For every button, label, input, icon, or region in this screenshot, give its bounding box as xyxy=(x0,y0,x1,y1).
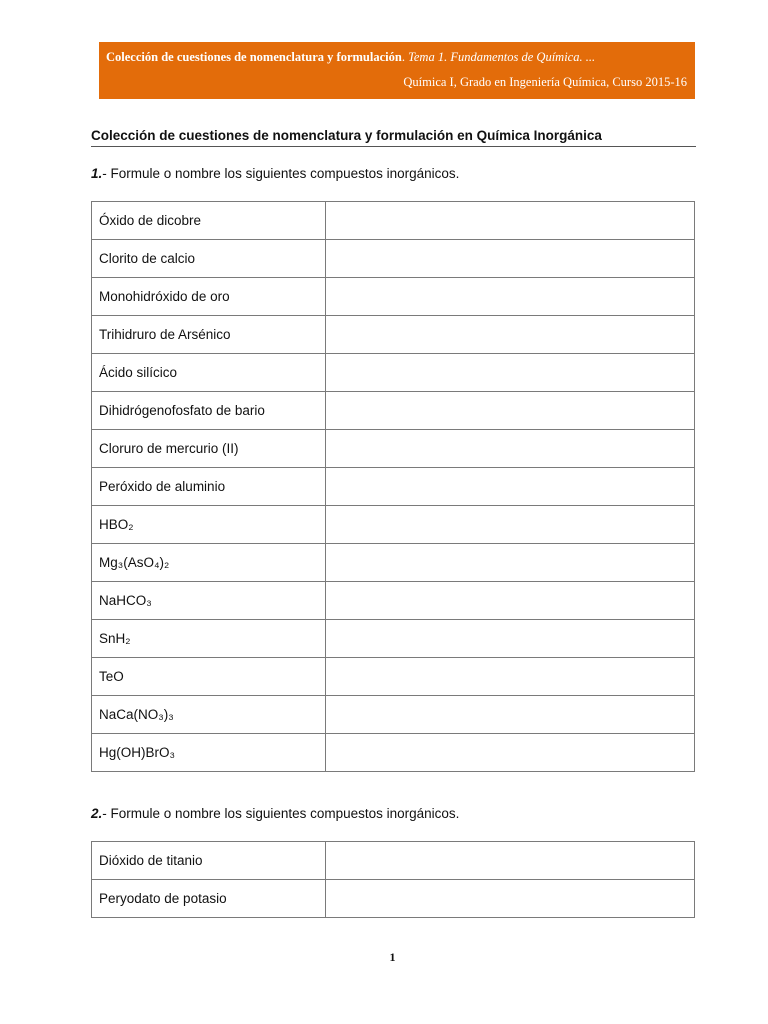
compound-cell: TeO xyxy=(92,658,326,696)
compound-cell: Trihidruro de Arsénico xyxy=(92,316,326,354)
table-row xyxy=(92,582,695,620)
answer-cell[interactable] xyxy=(326,316,695,354)
table-row xyxy=(92,202,695,240)
compounds-table-2 xyxy=(91,841,695,918)
table-row xyxy=(92,354,695,392)
compound-cell: SnH₂ xyxy=(92,620,326,658)
compound-cell: Cloruro de mercurio (II) xyxy=(92,430,326,468)
page-title: Colección de cuestiones de nomenclatura y formulación en Química Inorgánica xyxy=(91,128,696,147)
table-row xyxy=(92,430,695,468)
table-row xyxy=(92,658,695,696)
table-row xyxy=(92,278,695,316)
answer-cell[interactable] xyxy=(326,842,695,880)
answer-cell[interactable] xyxy=(326,430,695,468)
compound-cell: Óxido de dicobre xyxy=(92,202,326,240)
compound-cell: Peróxido de aluminio xyxy=(92,468,326,506)
answer-cell[interactable] xyxy=(326,506,695,544)
answer-cell[interactable] xyxy=(326,278,695,316)
compound-cell: Monohidróxido de oro xyxy=(92,278,326,316)
compound-cell: Ácido silícico xyxy=(92,354,326,392)
compound-cell: Dióxido de titanio xyxy=(92,842,326,880)
table-row xyxy=(92,316,695,354)
table-row xyxy=(92,842,695,880)
answer-cell[interactable] xyxy=(326,696,695,734)
answer-cell[interactable] xyxy=(326,544,695,582)
answer-cell[interactable] xyxy=(326,582,695,620)
answer-cell[interactable] xyxy=(326,240,695,278)
answer-cell[interactable] xyxy=(326,202,695,240)
header-separator: . xyxy=(401,50,409,64)
page-number: 1 xyxy=(389,950,396,964)
table-row xyxy=(92,544,695,582)
question-2-text: - Formule o nombre los siguientes compuestos inorgánicos. xyxy=(102,806,460,821)
answer-cell[interactable] xyxy=(326,658,695,696)
compound-cell: Hg(OH)BrO₃ xyxy=(92,734,326,772)
header-topic: Tema 1. Fundamentos de Química. ... xyxy=(408,50,596,64)
question-2-number: 2. xyxy=(91,806,103,821)
table-row xyxy=(92,392,695,430)
table-row xyxy=(92,240,695,278)
question-1-prompt xyxy=(91,166,459,181)
header-collection-title: Colección de cuestiones de nomenclatura y formulación xyxy=(106,50,402,64)
answer-cell[interactable] xyxy=(326,880,695,918)
answer-cell[interactable] xyxy=(326,354,695,392)
table-row xyxy=(92,880,695,918)
compound-cell: Clorito de calcio xyxy=(92,240,326,278)
question-2-prompt xyxy=(91,806,459,821)
compound-cell: Dihidrógenofosfato de bario xyxy=(92,392,326,430)
question-1-text: - Formule o nombre los siguientes compuestos inorgánicos. xyxy=(102,166,460,181)
header-line-1 xyxy=(106,50,595,65)
answer-cell[interactable] xyxy=(326,734,695,772)
compound-cell: NaHCO₃ xyxy=(92,582,326,620)
header-course: Química I, Grado en Ingeniería Química, Curso 2015-16 xyxy=(403,75,687,89)
answer-cell[interactable] xyxy=(326,620,695,658)
compound-cell: Peryodato de potasio xyxy=(92,880,326,918)
table-row xyxy=(92,506,695,544)
table-row xyxy=(92,696,695,734)
table-row xyxy=(92,620,695,658)
compound-cell: Mg₃(AsO₄)₂ xyxy=(92,544,326,582)
answer-cell[interactable] xyxy=(326,392,695,430)
answer-cell[interactable] xyxy=(326,468,695,506)
question-1-number: 1. xyxy=(91,166,103,181)
compounds-table-1 xyxy=(91,201,695,772)
table-row xyxy=(92,734,695,772)
header-band xyxy=(99,42,695,99)
compound-cell: HBO₂ xyxy=(92,506,326,544)
compound-cell: NaCa(NO₃)₃ xyxy=(92,696,326,734)
table-row xyxy=(92,468,695,506)
